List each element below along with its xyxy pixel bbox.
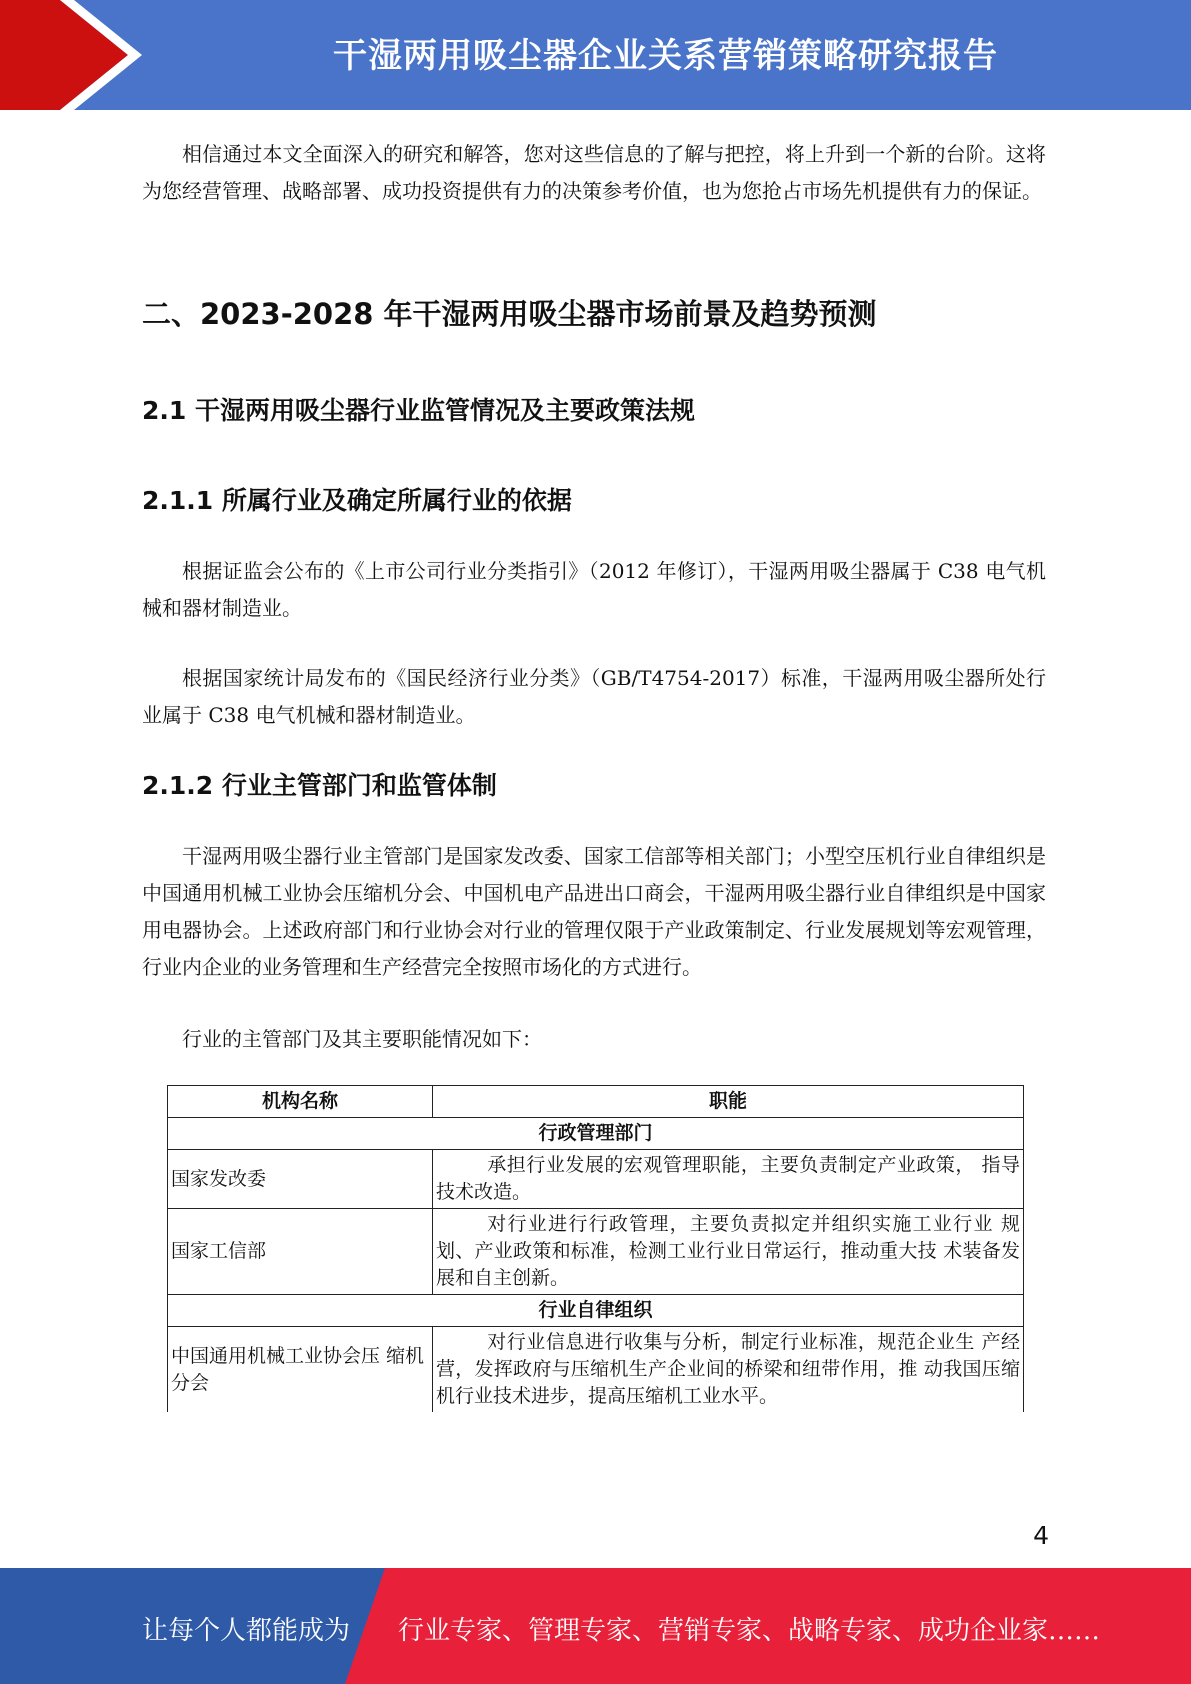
table-row [168,1150,1024,1209]
function-cell: 对行业进行行政管理，主要负责拟定并组织实施工业行业 规划、产业政策和标准，检测工业行业日常运行，推动重大技 术装备发展和自主创新。 [433,1209,1024,1295]
column-header-org: 机构名称 [168,1086,433,1118]
paragraph-table-intro: 行业的主管部门及其主要职能情况如下： [182,1027,542,1051]
subsection-heading-2-1-2: 2.1.2 行业主管部门和监管体制 [142,771,497,800]
page-number: 4 [1033,1521,1049,1550]
footer-slogan-left: 让每个人都能成为 [142,1616,351,1646]
paragraph-industry-classification-1: 根据证监会公布的《上市公司行业分类指引》（2012 年修订），干湿两用吸尘器属于 C38 电气机械和器材制造业。 [142,559,1046,620]
authority-table [167,1085,1024,1412]
subsection-heading-2-1-1: 2.1.1 所属行业及确定所属行业的依据 [142,486,572,515]
org-name-cell: 国家发改委 [168,1150,433,1209]
table-row [168,1327,1024,1413]
table-section-row [168,1118,1024,1150]
table-header-row [168,1086,1024,1118]
page-header [0,0,1191,110]
subsection-heading-2-1: 2.1 干湿两用吸尘器行业监管情况及主要政策法规 [142,396,695,425]
page-footer [0,1568,1191,1684]
section-heading: 二、2023-2028 年干湿两用吸尘器市场前景及趋势预测 [142,297,877,331]
header-arrow-decoration [0,0,160,110]
table-row [168,1209,1024,1295]
table-section-row [168,1295,1024,1327]
intro-paragraph: 相信通过本文全面深入的研究和解答，您对这些信息的了解与把控，将上升到一个新的台阶。这将为您经营管理、战略部署、成功投资提供有力的决策参考价值，也为您抢占市场先机提供有力的保证。 [142,142,1046,203]
table-section-title: 行政管理部门 [168,1118,1024,1150]
org-name-cell: 国家工信部 [168,1209,433,1295]
function-cell: 对行业信息进行收集与分析，制定行业标准，规范企业生 产经营，发挥政府与压缩机生产企业间的桥梁和纽带作用，推 动我国压缩机行业技术进步，提高压缩机工业水平。 [433,1327,1024,1413]
paragraph-industry-classification-2: 根据国家统计局发布的《国民经济行业分类》（GB/T4754-2017）标准，干湿两用吸尘器所处行业属于 C38 电气机械和器材制造业。 [142,666,1046,727]
table-section-title: 行业自律组织 [168,1295,1024,1327]
org-name-cell: 中国通用机械工业协会压 缩机分会 [168,1327,433,1413]
paragraph-regulatory-system: 干湿两用吸尘器行业主管部门是国家发改委、国家工信部等相关部门；小型空压机行业自律组织是中国通用机械工业协会压缩机分会、中国机电产品进出口商会，干湿两用吸尘器行业自律组织是中国家用电器协会。上述政府部门和行业协会对行业的管理仅限于产业政策制定、行业发展规划等宏观管理，行业内企业的业务管理和生产经营完全按照市场化的方式进行。 [142,844,1046,979]
report-title: 干湿两用吸尘器企业关系营销策略研究报告 [333,36,998,76]
column-header-func: 职能 [433,1086,1024,1118]
function-cell: 承担行业发展的宏观管理职能，主要负责制定产业政策， 指导技术改造。 [433,1150,1024,1209]
footer-slogan-right: 行业专家、管理专家、营销专家、战略专家、成功企业家…… [398,1616,1101,1646]
